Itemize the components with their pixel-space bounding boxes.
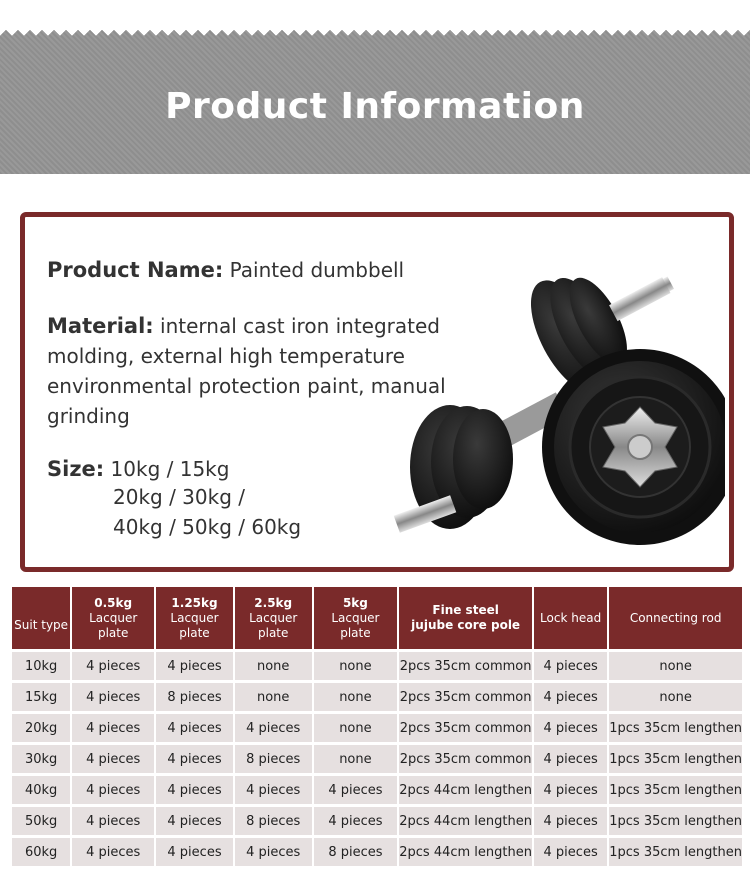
table-cell: 4 pieces <box>71 651 155 682</box>
table-cell: 2pcs 35cm common <box>398 651 533 682</box>
table-cell: 4 pieces <box>234 837 313 867</box>
table-row <box>12 806 742 837</box>
table-cell: 4 pieces <box>155 713 234 744</box>
table-cell: 4 pieces <box>533 682 608 713</box>
page-title: Product Information <box>165 86 585 127</box>
table-cell: none <box>234 651 313 682</box>
table-cell: 15kg <box>12 682 71 713</box>
table-cell: none <box>313 651 399 682</box>
table-cell: 4 pieces <box>155 806 234 837</box>
table-cell: 1pcs 35cm lengthen <box>608 837 742 867</box>
size-line <box>47 454 229 484</box>
table-cell: 4 pieces <box>533 744 608 775</box>
table-cell: 4 pieces <box>155 775 234 806</box>
table-cell: 2pcs 35cm common <box>398 713 533 744</box>
table-cell: none <box>608 651 742 682</box>
table-cell: 2pcs 44cm lengthen <box>398 837 533 867</box>
table-cell: 20kg <box>12 713 71 744</box>
table-row <box>12 682 742 713</box>
size-label: Size: <box>47 457 105 481</box>
product-info-card <box>20 212 734 572</box>
banner-zigzag-edge <box>0 24 750 36</box>
table-row <box>12 775 742 806</box>
size-value-line-3: 40kg / 50kg / 60kg <box>113 515 302 539</box>
table-header: 0.5kg Lacquer plate <box>71 587 155 651</box>
table-cell: none <box>313 713 399 744</box>
table-cell: 50kg <box>12 806 71 837</box>
product-name-line <box>47 255 404 285</box>
table-cell: 40kg <box>12 775 71 806</box>
table-cell: 4 pieces <box>71 713 155 744</box>
table-row <box>12 744 742 775</box>
table-cell: 4 pieces <box>71 837 155 867</box>
table-header: 5kg Lacquer plate <box>313 587 399 651</box>
table-cell: 4 pieces <box>533 837 608 867</box>
table-header: Fine steel jujube core pole <box>398 587 533 651</box>
table-cell: 4 pieces <box>533 806 608 837</box>
table-cell: 2pcs 44cm lengthen <box>398 806 533 837</box>
table-cell: 4 pieces <box>533 713 608 744</box>
table-cell: 8 pieces <box>313 837 399 867</box>
table-header: 2.5kg Lacquer plate <box>234 587 313 651</box>
table-cell: none <box>313 744 399 775</box>
table-cell: 4 pieces <box>155 744 234 775</box>
product-name-label: Product Name: <box>47 258 224 282</box>
table-cell: 30kg <box>12 744 71 775</box>
product-name-value: Painted dumbbell <box>229 258 405 282</box>
table-cell: 4 pieces <box>71 682 155 713</box>
table-header: Lock head <box>533 587 608 651</box>
table-row <box>12 837 742 867</box>
table-cell: 4 pieces <box>71 806 155 837</box>
size-value-line-1: 10kg / 15kg <box>110 457 230 481</box>
dumbbell-image <box>375 227 725 557</box>
table-cell: 2pcs 35cm common <box>398 744 533 775</box>
table-cell: 60kg <box>12 837 71 867</box>
table-cell: 1pcs 35cm lengthen <box>608 775 742 806</box>
table-cell: 4 pieces <box>533 775 608 806</box>
table-cell: none <box>313 682 399 713</box>
table-header-row <box>12 587 742 651</box>
table-header: Connecting rod <box>608 587 742 651</box>
table-row <box>12 651 742 682</box>
table-cell: 4 pieces <box>155 837 234 867</box>
table-cell: 4 pieces <box>71 775 155 806</box>
table-cell: 1pcs 35cm lengthen <box>608 806 742 837</box>
table-cell: 4 pieces <box>313 806 399 837</box>
table-cell: 4 pieces <box>533 651 608 682</box>
table-cell: 1pcs 35cm lengthen <box>608 744 742 775</box>
table-cell: 1pcs 35cm lengthen <box>608 713 742 744</box>
table-cell: 4 pieces <box>234 775 313 806</box>
table-cell: 8 pieces <box>234 806 313 837</box>
material-label: Material: <box>47 314 154 338</box>
table-cell: 10kg <box>12 651 71 682</box>
table-cell: 8 pieces <box>234 744 313 775</box>
table-cell: 2pcs 44cm lengthen <box>398 775 533 806</box>
table-cell: 4 pieces <box>155 651 234 682</box>
table-header: 1.25kg Lacquer plate <box>155 587 234 651</box>
table-header: Suit type <box>12 587 71 651</box>
table-row <box>12 713 742 744</box>
table-cell: 4 pieces <box>234 713 313 744</box>
size-value-line-2: 20kg / 30kg / <box>113 485 246 509</box>
table-cell: none <box>234 682 313 713</box>
table-cell: 4 pieces <box>71 744 155 775</box>
table-cell: 8 pieces <box>155 682 234 713</box>
material-value: internal cast iron integrated molding, external high temperature environmental protection paint, manual grinding <box>47 314 446 428</box>
spec-table <box>12 587 742 866</box>
table-cell: 4 pieces <box>313 775 399 806</box>
table-cell: none <box>608 682 742 713</box>
table-cell: 2pcs 35cm common <box>398 682 533 713</box>
